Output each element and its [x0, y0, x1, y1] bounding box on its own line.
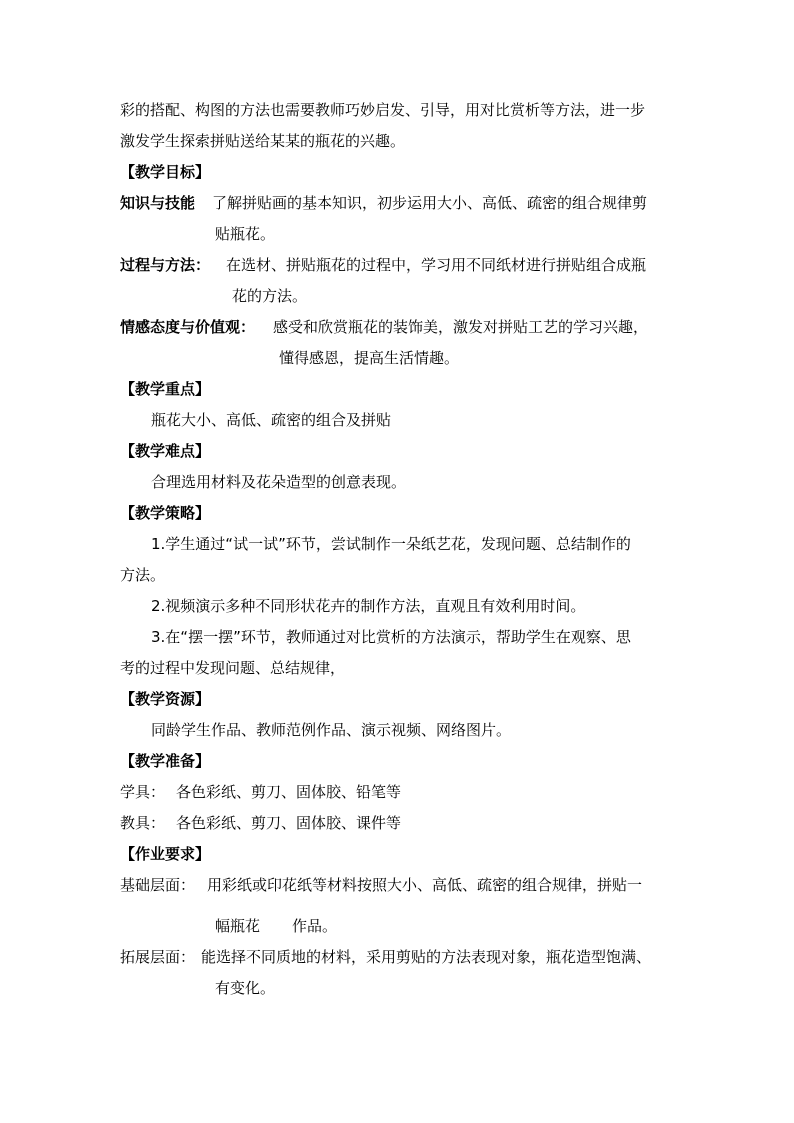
strategy-2: 2.视频演示多种不同形状花卉的制作方法，直观且有效利用时间。 [151, 597, 586, 615]
process-label: 过程与方法： [120, 256, 211, 274]
strategy-1-line-2: 方法。 [120, 566, 166, 584]
emotion-line-1: 感受和欣赏瓶花的装饰美，激发对拼贴工艺的学习兴趣， [273, 318, 649, 336]
preparation-heading: 【教学准备】 [120, 752, 211, 770]
difficulties-heading: 【教学难点】 [120, 442, 211, 460]
student-tools-label: 学具： [120, 783, 166, 801]
homework-basic-line-2b: 作品。 [292, 917, 338, 935]
homework-basic-label: 基础层面： [120, 876, 196, 894]
knowledge-line-2: 贴瓶花。 [215, 225, 276, 243]
process-line-1: 在选材、拼贴瓶花的过程中，学习用不同纸材进行拼贴组合成瓶 [226, 256, 647, 274]
student-tools-text: 各色彩纸、剪刀、固体胶、铅笔等 [176, 783, 402, 801]
resources-heading: 【教学资源】 [120, 690, 211, 708]
homework-ext-line-1: 能选择不同质地的材料，采用剪贴的方法表现对象，瓶花造型饱满、 [201, 948, 652, 966]
goals-heading: 【教学目标】 [120, 163, 211, 181]
resources-text: 同龄学生作品、教师范例作品、演示视频、网络图片。 [151, 721, 512, 739]
strategy-3-line-2: 考的过程中发现问题、总结规律， [120, 659, 346, 677]
teacher-tools-text: 各色彩纸、剪刀、固体胶、课件等 [176, 814, 402, 832]
homework-ext-label: 拓展层面： [120, 948, 196, 966]
process-line-2: 花的方法。 [232, 287, 308, 305]
emotion-line-2: 懂得感恩，提高生活情趣。 [279, 349, 460, 367]
strategy-heading: 【教学策略】 [120, 504, 211, 522]
homework-ext-line-2: 有变化。 [215, 979, 276, 997]
key-points-heading: 【教学重点】 [120, 380, 211, 398]
knowledge-label: 知识与技能 [120, 194, 196, 212]
knowledge-line-1: 了解拼贴画的基本知识，初步运用大小、高低、疏密的组合规律剪 [212, 194, 648, 212]
teacher-tools-label: 教具： [120, 814, 166, 832]
intro-line-1: 彩的搭配、构图的方法也需要教师巧妙启发、引导，用对比赏析等方法，进一步 [120, 101, 646, 119]
homework-basic-line-1: 用彩纸或印花纸等材料按照大小、高低、疏密的组合规律，拼贴一 [207, 876, 643, 894]
homework-heading: 【作业要求】 [120, 845, 211, 863]
difficulties-text: 合理选用材料及花朵造型的创意表现。 [151, 473, 407, 491]
strategy-1-line-1: 1.学生通过“试一试”环节，尝试制作一朵纸艺花，发现问题、总结制作的 [151, 535, 631, 553]
strategy-3-line-1: 3.在“摆一摆”环节，教师通过对比赏析的方法演示，帮助学生在观察、思 [151, 628, 631, 646]
key-points-text: 瓶花大小、高低、疏密的组合及拼贴 [151, 411, 392, 429]
emotion-label: 情感态度与价值观： [120, 318, 256, 336]
homework-basic-line-2a: 幅瓶花 [215, 917, 261, 935]
intro-line-2: 激发学生探索拼贴送给某某的瓶花的兴趣。 [120, 132, 406, 150]
